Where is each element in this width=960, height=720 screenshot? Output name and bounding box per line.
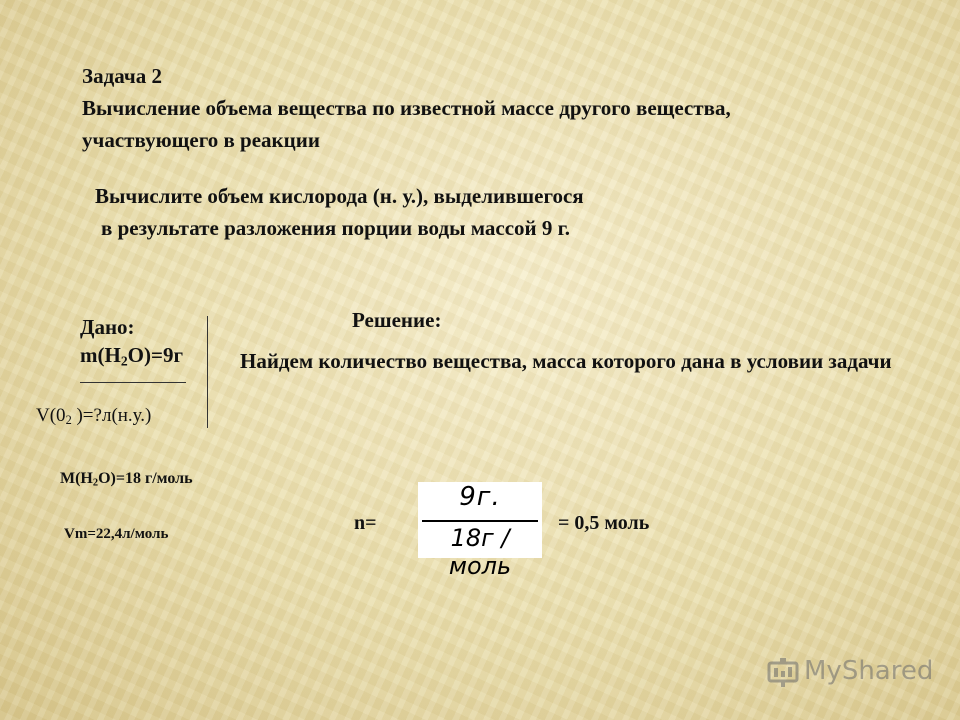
task-topic: Вычисление объема вещества по известной массе другого вещества, участвующего в реакции	[82, 96, 731, 152]
task-number: Задача 2	[82, 64, 162, 88]
find-volume	[36, 405, 151, 428]
fraction-denominator: 18г / моль	[448, 524, 512, 580]
given-label: Дано:	[80, 315, 135, 339]
given-mass-prefix: m(H	[80, 343, 121, 367]
molar-suffix: O)=18 г/моль	[98, 470, 193, 487]
molar-prefix: M(H	[60, 470, 93, 487]
formula-n-label: n=	[354, 512, 377, 534]
given-solution-divider	[207, 316, 208, 428]
given-mass-suffix: O)=9г	[127, 343, 183, 367]
task-statement-line2: в результате разложения порции воды массой 9 г.	[101, 216, 571, 240]
molar-volume: Vm=22,4л/моль	[64, 526, 169, 542]
task-statement-line1: Вычислите объем кислорода (н. у.), выделившегося	[95, 184, 584, 208]
find-suffix: )=?л(н.у.)	[71, 405, 152, 426]
molar-sub: 2	[92, 477, 99, 489]
solution-text: Найдем количество вещества, масса которого дана в условии задачи	[240, 349, 892, 373]
formula-result: = 0,5 моль	[558, 512, 650, 534]
find-prefix: V(0	[36, 405, 66, 426]
given-mass-sub: 2	[120, 353, 128, 369]
watermark-text: MyShared	[804, 656, 934, 686]
molar-mass	[60, 470, 193, 489]
task-statement	[95, 180, 855, 244]
given-divider	[80, 382, 186, 383]
fraction-numerator: 9г.	[459, 482, 501, 512]
task-title	[82, 60, 842, 156]
formula-fraction	[418, 482, 542, 580]
given-mass	[80, 343, 183, 369]
fraction-bar	[422, 520, 538, 522]
find-sub: 2	[65, 413, 72, 428]
watermark	[766, 655, 934, 695]
solution-label: Решение:	[352, 308, 442, 332]
presentation-board-icon	[766, 657, 800, 689]
